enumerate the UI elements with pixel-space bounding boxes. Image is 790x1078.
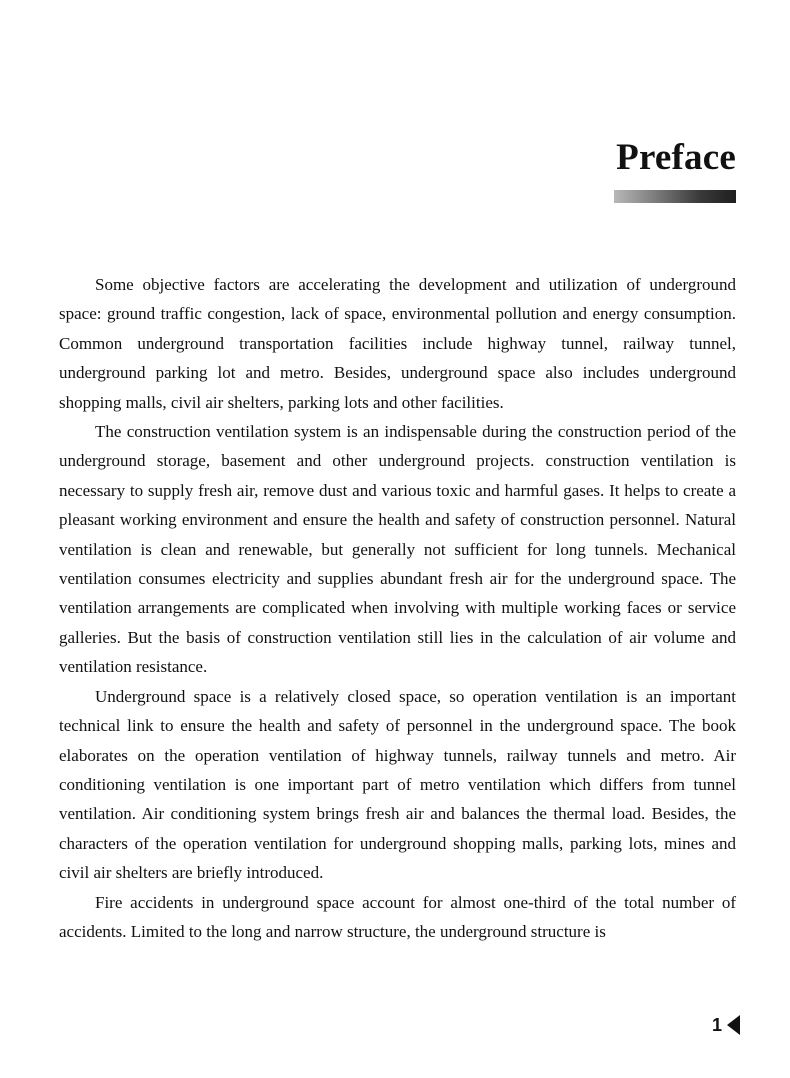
- page-footer: [712, 1014, 740, 1036]
- left-triangle-icon: [727, 1015, 740, 1035]
- body-text: [59, 270, 736, 946]
- title-underline-bar: [614, 190, 736, 203]
- page-number: 1: [711, 1015, 722, 1035]
- paragraph-4: Fire accidents in underground space account for almost one-third of the total number of accidents. Limited to the long and narrow structure, the underground structure is: [59, 892, 736, 941]
- paragraph-3: Underground space is a relatively closed space, so operation ventilation is an important technical link to ensure the health and safety of personnel in the underground space. The book elaborates on the operation ventilation of highway tunnels, railway tunnels and metro. Air conditioning ventilation is one important part of metro ventilation which differs from tunnel ventilation. Air conditioning system brings fresh air and balances the thermal load. Besides, the characters of the operation ventilation for underground shopping malls, parking lots, mines and civil air shelters are briefly introduced.: [59, 686, 736, 883]
- page-title: Preface: [616, 137, 736, 178]
- paragraph-1: Some objective factors are accelerating the development and utilization of underground space: ground traffic congestion, lack of space, environmental pollution and energy consumption. Common underground transportation facilities include highway tunnel, railway tunnel, underground parking lot and metro. Besides, underground space also includes underground shopping malls, civil air shelters, parking lots and other facilities.: [59, 275, 736, 412]
- paragraph-2: The construction ventilation system is an indispensable during the construction period of the underground storage, basement and other underground projects. construction ventilation is necessary to supply fresh air, remove dust and various toxic and harmful gases. It helps to create a pleasant working environment and ensure the health and safety of construction personnel. Natural ventilation is clean and renewable, but generally not sufficient for long tunnels. Mechanical ventilation consumes electricity and supplies abundant fresh air for the underground space. The ventilation arrangements are complicated when involving with multiple working faces or service galleries. But the basis of construction ventilation still lies in the calculation of air volume and ventilation resistance.: [59, 422, 736, 677]
